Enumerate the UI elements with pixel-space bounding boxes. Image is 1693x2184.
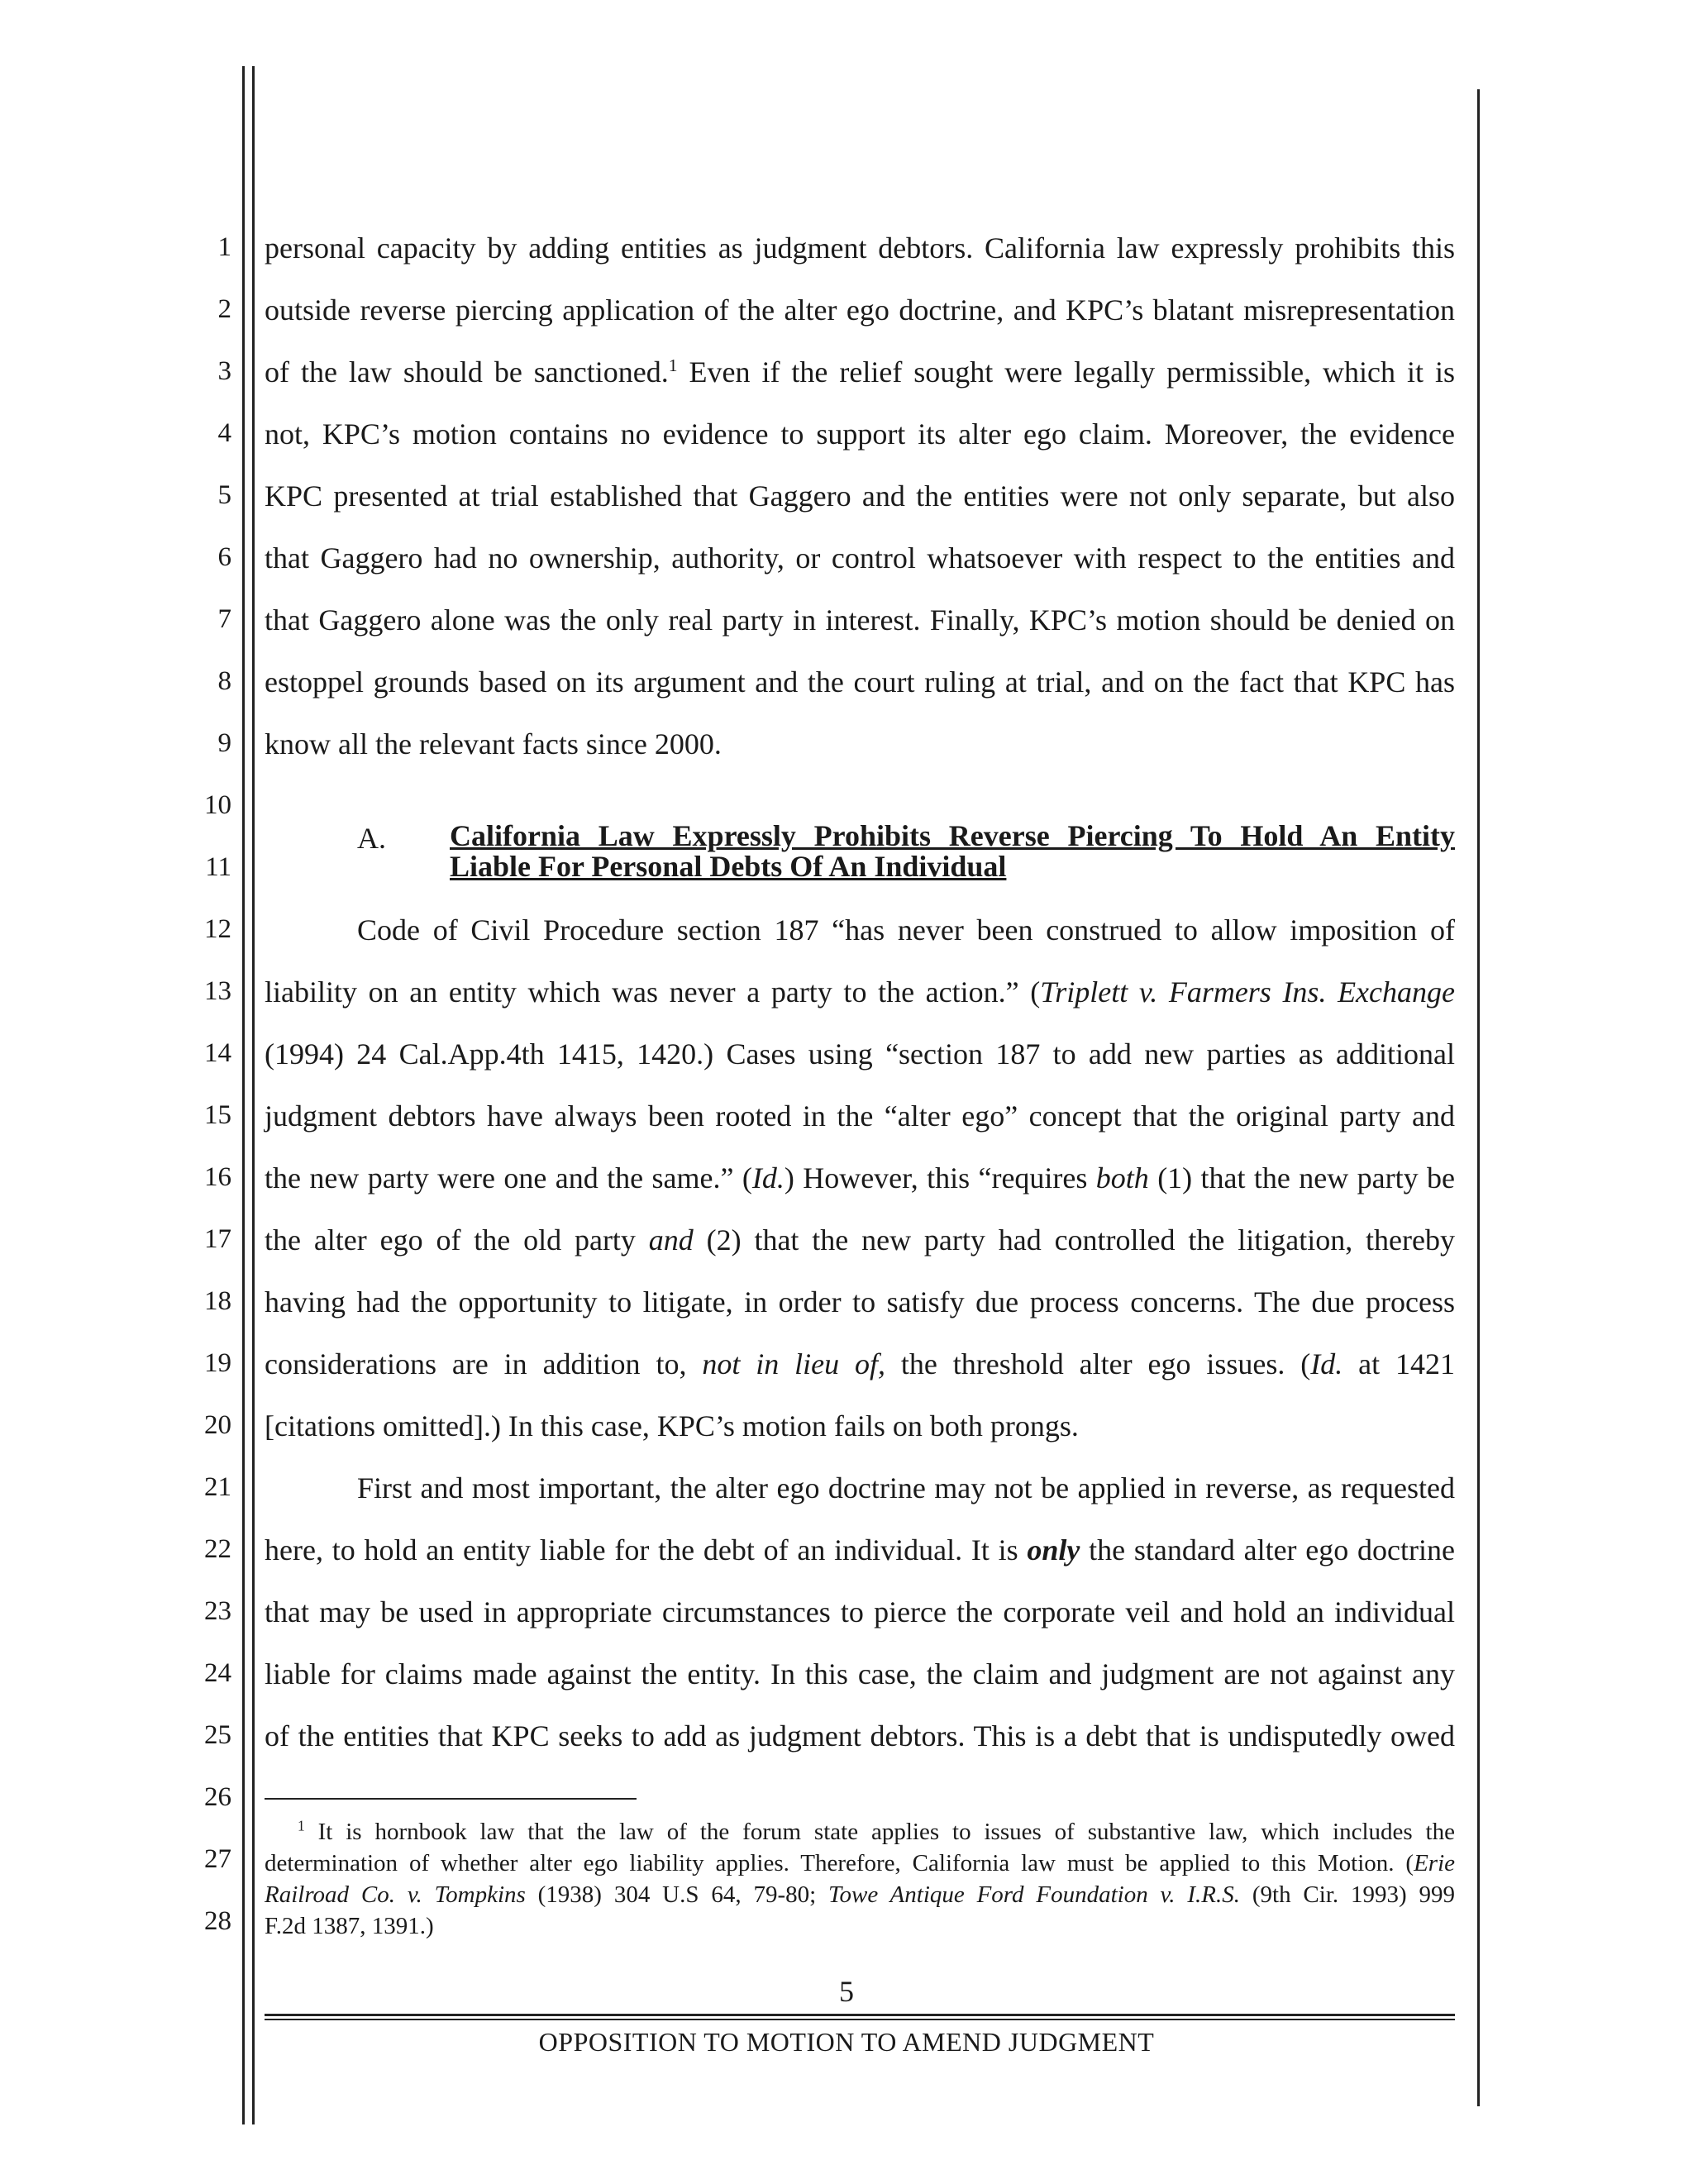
line-number: 25 (204, 1720, 231, 1750)
line-number: 15 (204, 1100, 231, 1130)
text-line (265, 1535, 1455, 1565)
text-run: of the law should be sanctioned. (265, 355, 669, 389)
line-number: 9 (217, 728, 231, 758)
text-run: (2) that the new party had controlled the litigation, thereby (693, 1223, 1455, 1257)
text-run: considerations are in addition to, (265, 1347, 703, 1380)
text-line: personal capacity by adding entities as judgment debtors. California law expressly prohibits this (265, 231, 1455, 265)
text-line: that Gaggero alone was the only real party in interest. Finally, KPC’s motion should be denied on (265, 603, 1455, 637)
left-margin-rule-outer (242, 66, 245, 2124)
text-run: the threshold alter ego issues. ( (885, 1347, 1311, 1380)
case-citation: Railroad Co. v. Tompkins (265, 1881, 526, 1908)
heading-letter: A. (357, 822, 386, 855)
text-line: liable for claims made against the entity. In this case, the claim and judgment are not against any (265, 1657, 1455, 1690)
line-number: 24 (204, 1658, 231, 1688)
text-line: know all the relevant facts since 2000. (265, 727, 722, 761)
line-number: 14 (204, 1038, 231, 1068)
footnote-line (298, 1817, 1455, 1845)
line-number: 13 (204, 976, 231, 1006)
line-number: 27 (204, 1844, 231, 1874)
id-citation: Id. (751, 1161, 785, 1195)
line-number: 12 (204, 914, 231, 944)
text-line: not, KPC’s motion contains no evidence to support its alter ego claim. Moreover, the evidence (265, 417, 1455, 451)
line-number: 20 (204, 1410, 231, 1440)
line-number: 10 (204, 790, 231, 820)
text-run: liability on an entity which was never a party to the action.” ( (265, 975, 1041, 1009)
text-line (265, 1349, 1455, 1379)
text-line: (1994) 24 Cal.App.4th 1415, 1420.) Cases using “section 187 to add new parties as additional (265, 1037, 1455, 1071)
left-margin-rule-inner (252, 66, 255, 2124)
line-number: 1 (217, 232, 231, 262)
footer-rule-bottom (265, 2019, 1455, 2020)
text-run: at 1421 (1342, 1347, 1456, 1380)
text-run: the alter ego of the old party (265, 1223, 649, 1257)
footnote-reference: 1 (668, 355, 678, 375)
text-line: outside reverse piercing application of the alter ego doctrine, and KPC’s blatant misrepresentation (265, 293, 1455, 327)
text-line: having had the opportunity to litigate, in order to satisfy due process concerns. The due process (265, 1285, 1455, 1319)
line-number: 3 (217, 356, 231, 386)
line-number: 22 (204, 1534, 231, 1564)
footnote-line: F.2d 1387, 1391.) (265, 1913, 434, 1939)
line-number: 4 (217, 418, 231, 448)
footnote-separator (265, 1798, 637, 1800)
line-number: 8 (217, 666, 231, 696)
text-line (265, 1163, 1455, 1193)
text-run: (9th Cir. 1993) 999 (1240, 1881, 1455, 1908)
heading-line: Liable For Personal Debts Of An Individual (450, 850, 1007, 883)
heading-line: California Law Expressly Prohibits Reverse Piercing To Hold An Entity (450, 819, 1455, 852)
text-line (265, 1225, 1455, 1255)
case-citation: Towe Antique Ford Foundation v. I.R.S. (828, 1881, 1240, 1908)
emphasis: not in lieu of, (702, 1347, 886, 1380)
case-citation: Triplett v. Farmers Ins. Exchange (1040, 975, 1455, 1009)
text-line: Code of Civil Procedure section 187 “has never been construed to allow imposition of (357, 913, 1455, 947)
line-number: 23 (204, 1596, 231, 1626)
line-number: 28 (204, 1906, 231, 1936)
line-number: 16 (204, 1162, 231, 1192)
line-number: 11 (205, 852, 231, 882)
line-number: 21 (204, 1472, 231, 1502)
right-margin-rule (1477, 89, 1480, 2106)
text-line (265, 357, 1455, 387)
document-title: OPPOSITION TO MOTION TO AMEND JUDGMENT (538, 2027, 1155, 2057)
text-line: [citations omitted].) In this case, KPC’s motion fails on both prongs. (265, 1409, 1079, 1442)
line-number: 26 (204, 1782, 231, 1812)
page-number: 5 (839, 1975, 854, 2008)
footnote-marker: 1 (298, 1817, 305, 1834)
text-run: Even if the relief sought were legally permissible, which it is (677, 355, 1455, 389)
text-run: determination of whether alter ego liability applies. Therefore, California law must be applied to this Motion. ( (265, 1850, 1414, 1876)
text-run: the new party were one and the same.” ( (265, 1161, 752, 1195)
text-run: (1938) 304 U.S 64, 79-80; (525, 1881, 829, 1908)
text-line: that may be used in appropriate circumstances to pierce the corporate veil and hold an individual (265, 1595, 1455, 1628)
emphasis: and (648, 1223, 694, 1257)
line-number: 6 (217, 542, 231, 572)
emphasis: both (1095, 1161, 1149, 1195)
footnote-line (265, 1883, 1455, 1907)
line-number: 19 (204, 1348, 231, 1378)
id-citation: Id. (1310, 1347, 1343, 1380)
line-number: 5 (217, 480, 231, 510)
text-run: (1) that the new party be (1148, 1161, 1455, 1195)
text-line: estoppel grounds based on its argument and the court ruling at trial, and on the fact that KPC has (265, 665, 1455, 699)
text-run: the standard alter ego doctrine (1080, 1533, 1455, 1566)
line-number: 7 (217, 604, 231, 634)
text-line: of the entities that KPC seeks to add as judgment debtors. This is a debt that is undisputedly owed (265, 1719, 1455, 1752)
text-line: judgment debtors have always been rooted in the “alter ego” concept that the original party and (265, 1099, 1455, 1133)
text-line: KPC presented at trial established that Gaggero and the entities were not only separate, but also (265, 479, 1455, 513)
text-line: First and most important, the alter ego doctrine may not be applied in reverse, as requested (357, 1471, 1455, 1504)
emphasis: only (1027, 1533, 1080, 1566)
line-number: 18 (204, 1286, 231, 1316)
text-run: ) However, this “requires (784, 1161, 1096, 1195)
text-line (265, 977, 1455, 1007)
text-line: that Gaggero had no ownership, authority, or control whatsoever with respect to the entities and (265, 541, 1455, 575)
line-number: 2 (217, 294, 231, 324)
text-run: here, to hold an entity liable for the debt of an individual. It is (265, 1533, 1028, 1566)
case-citation: Erie (1414, 1850, 1455, 1876)
footer-rule-top (265, 2014, 1455, 2016)
text-run: It is hornbook law that the law of the forum state applies to issues of substantive law, which includes the (304, 1819, 1455, 1845)
footnote-line (265, 1852, 1455, 1876)
line-number: 17 (204, 1224, 231, 1254)
